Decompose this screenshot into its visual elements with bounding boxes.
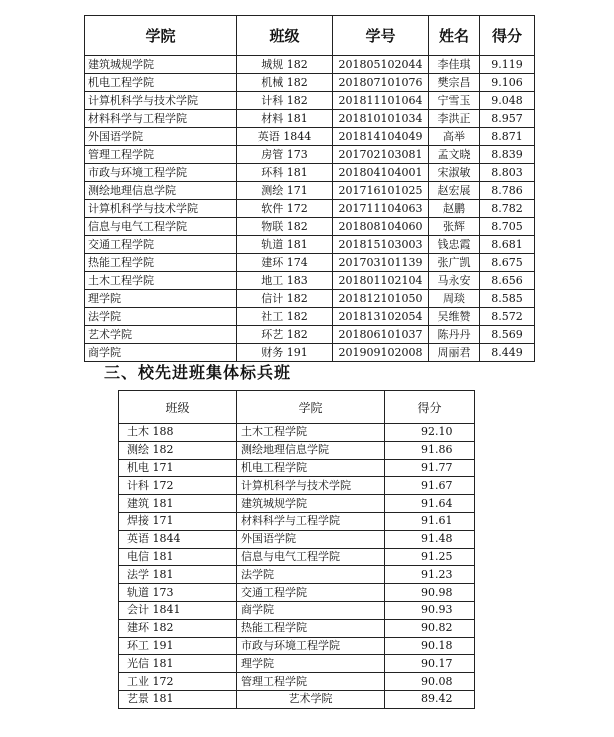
cell-name: 李洪正 — [429, 110, 480, 128]
cell-class: 城规 182 — [237, 56, 333, 74]
cell-score: 90.98 — [385, 584, 475, 602]
cell-college: 商学院 — [237, 601, 385, 619]
cell-name: 宁雪玉 — [429, 92, 480, 110]
cell-class: 测绘 171 — [237, 182, 333, 200]
cell-college: 信息与电气工程学院 — [237, 548, 385, 566]
header-college: 学院 — [85, 16, 237, 56]
table-row — [85, 254, 535, 272]
cell-class: 土木 188 — [119, 424, 237, 442]
table-row — [85, 56, 535, 74]
cell-name: 赵鹏 — [429, 200, 480, 218]
cell-class: 计科 172 — [119, 477, 237, 495]
header-score: 得分 — [385, 391, 475, 424]
cell-student-id: 201805102044 — [333, 56, 429, 74]
cell-score: 91.64 — [385, 495, 475, 513]
cell-score: 9.106 — [480, 74, 535, 92]
cell-score: 91.25 — [385, 548, 475, 566]
cell-name: 张广凯 — [429, 254, 480, 272]
cell-college: 理学院 — [237, 655, 385, 673]
table-row — [119, 424, 475, 442]
cell-name: 赵宏展 — [429, 182, 480, 200]
cell-score: 90.82 — [385, 619, 475, 637]
cell-student-id: 201716101025 — [333, 182, 429, 200]
cell-class: 建筑 181 — [119, 495, 237, 513]
table-row — [119, 566, 475, 584]
table-row — [119, 477, 475, 495]
header-college: 学院 — [237, 391, 385, 424]
cell-score: 8.681 — [480, 236, 535, 254]
cell-student-id: 201702103081 — [333, 146, 429, 164]
cell-college: 艺术学院 — [85, 326, 237, 344]
cell-student-id: 201703101139 — [333, 254, 429, 272]
cell-score: 8.957 — [480, 110, 535, 128]
cell-name: 李佳琪 — [429, 56, 480, 74]
header-student-id: 学号 — [333, 16, 429, 56]
cell-college: 热能工程学院 — [237, 619, 385, 637]
cell-student-id: 201806101037 — [333, 326, 429, 344]
table-row — [119, 512, 475, 530]
class-scores-body — [119, 424, 475, 709]
table-row — [85, 326, 535, 344]
table-row — [119, 441, 475, 459]
table-row — [119, 655, 475, 673]
cell-class: 建环 182 — [119, 619, 237, 637]
cell-college: 艺术学院 — [237, 690, 385, 708]
cell-score: 91.67 — [385, 477, 475, 495]
cell-score: 8.675 — [480, 254, 535, 272]
cell-score: 8.839 — [480, 146, 535, 164]
cell-score: 8.705 — [480, 218, 535, 236]
cell-class: 轨道 173 — [119, 584, 237, 602]
cell-student-id: 201909102008 — [333, 344, 429, 362]
table-row — [119, 584, 475, 602]
cell-score: 8.656 — [480, 272, 535, 290]
cell-score: 91.61 — [385, 512, 475, 530]
cell-class: 工业 172 — [119, 673, 237, 691]
cell-college: 市政与环境工程学院 — [237, 637, 385, 655]
cell-student-id: 201801102104 — [333, 272, 429, 290]
cell-class: 光信 181 — [119, 655, 237, 673]
cell-college: 管理工程学院 — [85, 146, 237, 164]
table-row — [85, 290, 535, 308]
cell-college: 热能工程学院 — [85, 254, 237, 272]
table-row — [85, 236, 535, 254]
table-row — [119, 673, 475, 691]
table-row — [119, 619, 475, 637]
table-row — [85, 146, 535, 164]
cell-score: 90.18 — [385, 637, 475, 655]
cell-score: 90.08 — [385, 673, 475, 691]
cell-score: 91.48 — [385, 530, 475, 548]
table-row — [119, 548, 475, 566]
table-row — [85, 128, 535, 146]
table-row — [85, 344, 535, 362]
cell-college: 计算机科学与技术学院 — [85, 200, 237, 218]
header-class: 班级 — [237, 16, 333, 56]
cell-score: 8.871 — [480, 128, 535, 146]
cell-college: 建筑城规学院 — [85, 56, 237, 74]
cell-college: 商学院 — [85, 344, 237, 362]
cell-student-id: 201808104060 — [333, 218, 429, 236]
cell-score: 8.782 — [480, 200, 535, 218]
cell-name: 樊宗昌 — [429, 74, 480, 92]
cell-college: 信息与电气工程学院 — [85, 218, 237, 236]
cell-score: 8.803 — [480, 164, 535, 182]
cell-college: 机电工程学院 — [85, 74, 237, 92]
cell-class: 环科 181 — [237, 164, 333, 182]
table-row — [85, 200, 535, 218]
cell-college: 测绘地理信息学院 — [85, 182, 237, 200]
section-title: 三、校先进班集体标兵班 — [104, 363, 292, 382]
cell-class: 英语 1844 — [237, 128, 333, 146]
cell-class: 建环 174 — [237, 254, 333, 272]
table-row — [85, 308, 535, 326]
cell-score: 8.569 — [480, 326, 535, 344]
cell-college: 材料科学与工程学院 — [237, 512, 385, 530]
cell-score: 91.86 — [385, 441, 475, 459]
cell-name: 高举 — [429, 128, 480, 146]
student-scores-table — [84, 15, 535, 362]
cell-class: 环艺 182 — [237, 326, 333, 344]
cell-college: 交通工程学院 — [85, 236, 237, 254]
cell-name: 宋淑敏 — [429, 164, 480, 182]
table-header-row — [119, 391, 475, 424]
cell-class: 财务 191 — [237, 344, 333, 362]
table-row — [85, 110, 535, 128]
cell-student-id: 201811101064 — [333, 92, 429, 110]
cell-college: 理学院 — [85, 290, 237, 308]
cell-score: 8.572 — [480, 308, 535, 326]
cell-student-id: 201810101034 — [333, 110, 429, 128]
cell-student-id: 201812101050 — [333, 290, 429, 308]
cell-college: 外国语学院 — [85, 128, 237, 146]
cell-class: 测绘 182 — [119, 441, 237, 459]
cell-score: 90.93 — [385, 601, 475, 619]
class-scores-table — [118, 390, 475, 709]
table-row — [85, 218, 535, 236]
cell-college: 土木工程学院 — [85, 272, 237, 290]
table-row — [85, 272, 535, 290]
header-score: 得分 — [480, 16, 535, 56]
cell-score: 90.17 — [385, 655, 475, 673]
cell-student-id: 201711104063 — [333, 200, 429, 218]
cell-college: 外国语学院 — [237, 530, 385, 548]
cell-score: 92.10 — [385, 424, 475, 442]
cell-name: 吴维赞 — [429, 308, 480, 326]
cell-name: 周琰 — [429, 290, 480, 308]
table-row — [85, 92, 535, 110]
cell-college: 土木工程学院 — [237, 424, 385, 442]
cell-name: 张辉 — [429, 218, 480, 236]
cell-class: 信计 182 — [237, 290, 333, 308]
cell-score: 8.449 — [480, 344, 535, 362]
cell-class: 材料 181 — [237, 110, 333, 128]
cell-score: 91.77 — [385, 459, 475, 477]
cell-class: 软件 172 — [237, 200, 333, 218]
cell-college: 建筑城规学院 — [237, 495, 385, 513]
cell-class: 计科 182 — [237, 92, 333, 110]
table-row — [119, 690, 475, 708]
cell-college: 机电工程学院 — [237, 459, 385, 477]
cell-college: 材料科学与工程学院 — [85, 110, 237, 128]
cell-name: 孟文晓 — [429, 146, 480, 164]
cell-student-id: 201813102054 — [333, 308, 429, 326]
cell-college: 管理工程学院 — [237, 673, 385, 691]
table-row — [119, 459, 475, 477]
cell-score: 8.786 — [480, 182, 535, 200]
table-row — [119, 637, 475, 655]
cell-college: 法学院 — [237, 566, 385, 584]
cell-college: 法学院 — [85, 308, 237, 326]
table-row — [119, 601, 475, 619]
cell-class: 房管 173 — [237, 146, 333, 164]
table-row — [85, 182, 535, 200]
table-row — [85, 164, 535, 182]
cell-college: 市政与环境工程学院 — [85, 164, 237, 182]
student-scores-body — [85, 56, 535, 362]
cell-name: 陈丹丹 — [429, 326, 480, 344]
cell-name: 钱忠霞 — [429, 236, 480, 254]
table-row — [85, 74, 535, 92]
table-row — [119, 530, 475, 548]
cell-class: 艺景 181 — [119, 690, 237, 708]
table-row — [119, 495, 475, 513]
cell-score: 89.42 — [385, 690, 475, 708]
cell-class: 机电 171 — [119, 459, 237, 477]
cell-class: 环工 191 — [119, 637, 237, 655]
cell-class: 电信 181 — [119, 548, 237, 566]
cell-name: 马永安 — [429, 272, 480, 290]
cell-class: 地工 183 — [237, 272, 333, 290]
header-class: 班级 — [119, 391, 237, 424]
cell-class: 焊接 171 — [119, 512, 237, 530]
cell-score: 91.23 — [385, 566, 475, 584]
cell-college: 计算机科学与技术学院 — [85, 92, 237, 110]
cell-name: 周丽君 — [429, 344, 480, 362]
cell-class: 会计 1841 — [119, 601, 237, 619]
cell-score: 8.585 — [480, 290, 535, 308]
cell-college: 测绘地理信息学院 — [237, 441, 385, 459]
cell-class: 英语 1844 — [119, 530, 237, 548]
table-header-row — [85, 16, 535, 56]
cell-student-id: 201804104001 — [333, 164, 429, 182]
cell-student-id: 201815103003 — [333, 236, 429, 254]
cell-class: 法学 181 — [119, 566, 237, 584]
cell-college: 计算机科学与技术学院 — [237, 477, 385, 495]
cell-class: 机械 182 — [237, 74, 333, 92]
header-name: 姓名 — [429, 16, 480, 56]
cell-score: 9.048 — [480, 92, 535, 110]
cell-student-id: 201814104049 — [333, 128, 429, 146]
cell-student-id: 201807101076 — [333, 74, 429, 92]
cell-class: 轨道 181 — [237, 236, 333, 254]
cell-class: 社工 182 — [237, 308, 333, 326]
cell-score: 9.119 — [480, 56, 535, 74]
cell-class: 物联 182 — [237, 218, 333, 236]
cell-college: 交通工程学院 — [237, 584, 385, 602]
